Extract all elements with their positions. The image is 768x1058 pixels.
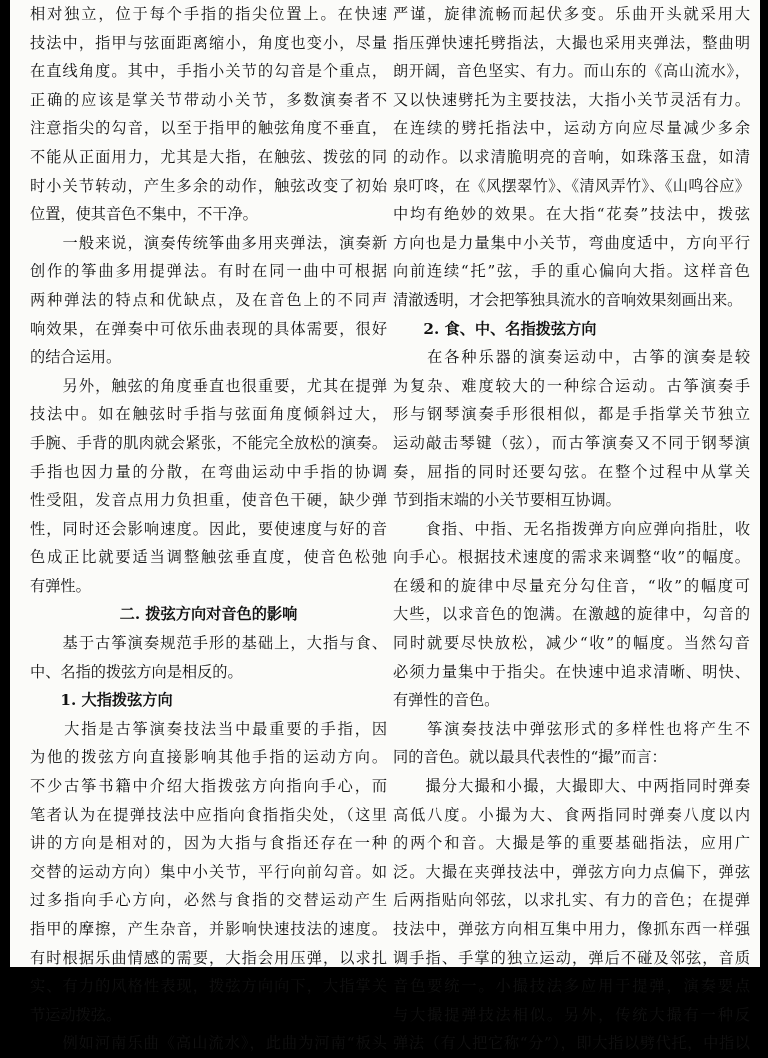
text-line: 一般来说，演奏传统筝曲多用夹弹法，演奏新 <box>30 233 387 252</box>
text-line: 技法中，指甲与弦面距离缩小，角度也变小，尽量 <box>30 33 387 52</box>
text-line: 调手指、手掌的独立运动，弹后不碰及邻弦，音质 <box>393 948 750 967</box>
text-line: 撮分大撮和小撮，大撮即大、中两指同时弹奏 <box>393 777 750 796</box>
text-line: 向手心。根据技术速度的需求来调整“收”的幅度。 <box>393 548 750 567</box>
text-line: 的两个和音。大撮是筝的重要基础指法，应用广 <box>393 834 750 853</box>
text-line: 节运动拨弦。 <box>30 1005 122 1024</box>
text-line: 为他的拨弦方向直接影响其他手指的运动方向。 <box>30 748 387 767</box>
section-heading: 二. 拨弦方向对音色的影响 <box>119 605 298 624</box>
document-page <box>10 0 760 1053</box>
text-line: 技法中，弹弦方向相互集中用力，像抓东西一样强 <box>393 920 750 938</box>
text-line: 有弹性的音色。 <box>393 691 500 710</box>
text-line: 不能从正面用力，尤其是大指，在触弦、拨弦的同 <box>30 147 387 166</box>
subsection-heading: 1. 大指拨弦方向 <box>30 691 173 710</box>
text-line: 指甲的摩擦，产生杂音，并影响快速技法的速度。 <box>30 920 387 938</box>
text-line: 笔者认为在提弹技法中应指向食指指尖处，（这里 <box>30 805 387 824</box>
text-line: 有弹性。 <box>30 576 91 595</box>
text-line: 过多指向手心方向，必然与食指的交替运动产生 <box>30 891 387 910</box>
subsection-heading: 2. 食、中、名指拨弦方向 <box>393 319 597 338</box>
text-line: 性受阻，发音点用力负担重，使音色干硬，缺少弹 <box>30 491 387 510</box>
text-line: 技法中。如在触弦时手指与弦面角度倾斜过大， <box>30 405 387 424</box>
text-line: 中、名指的拨弦方向是相反的。 <box>30 662 243 681</box>
text-line: 在缓和的旋律中尽量充分勾住音，“收”的幅度可 <box>393 576 750 595</box>
text-line: 创作的筝曲多用提弹法。有时在同一曲中可根据 <box>30 262 387 281</box>
text-line: 有时根据乐曲情感的需要，大指会用压弹，以求扎 <box>30 948 387 967</box>
text-line: 食指、中指、无名指拨弹方向应弹向指肚，收 <box>393 519 750 538</box>
text-line: 弹法（有人把它称“分”），即大指以劈代托，中指以 <box>393 1034 750 1053</box>
left-text-column <box>30 0 387 1053</box>
text-line: 同的音色。就以最具代表性的“撮”而言： <box>393 748 667 767</box>
text-line: 响效果，在弹奏中可依乐曲表现的具体需要，很好 <box>30 319 387 338</box>
right-text-column <box>393 0 750 1053</box>
text-line: 朗开阔，音色坚实、有力。而山东的《高山流水》， <box>393 62 750 81</box>
text-line: 泉叮咚，在《风摆翠竹》、《清风弄竹》、《山鸣谷应》 <box>393 176 750 195</box>
text-line: 在直线角度。其中，手指小关节的勾音是个重点， <box>30 62 387 81</box>
text-line: 位置，使其音色不集中，不干净。 <box>30 205 258 224</box>
text-line: 必须力量集中于指尖。在快速中追求清晰、明快、 <box>393 662 750 681</box>
text-line: 例如河南乐曲《高山流水》，此曲为河南“板头 <box>30 1034 387 1053</box>
text-line: 的结合运用。 <box>30 348 122 367</box>
text-line: 色成正比就要适当调整触弦垂直度，使音色松弛 <box>30 548 387 567</box>
text-line: 在各种乐器的演奏运动中，古筝的演奏是较 <box>393 348 750 367</box>
text-line: 同时就要尽快放松，减少“收”的幅度。当然勾音 <box>393 634 750 653</box>
text-line: 不少古筝书籍中介绍大指拨弦方向指向手心，而 <box>30 777 387 796</box>
text-line: 奏，屈指的同时还要勾弦。在整个过程中从掌关 <box>393 462 750 481</box>
text-line: 时小关节转动，产生多余的动作，触弦改变了初始 <box>30 176 387 195</box>
text-line: 性，同时还会影响速度。因此，要使速度与好的音 <box>30 519 387 538</box>
text-line: 两种弹法的特点和优缺点，及在音色上的不同声 <box>30 290 387 309</box>
text-line: 基于古筝演奏规范手形的基础上，大指与食、 <box>30 634 387 653</box>
text-line: 筝演奏技法中弹弦形式的多样性也将产生不 <box>393 719 750 738</box>
text-line: 讲的方向是相对的，因为大指与食指还存在一种 <box>30 834 387 853</box>
text-line: 为复杂、难度较大的一种综合运动。古筝演奏手 <box>393 376 750 395</box>
text-line: 严谨，旋律流畅而起伏多变。乐曲开头就采用大 <box>393 5 750 23</box>
text-line: 清澈透明，才会把筝独具流水的音响效果刻画出来。 <box>393 290 743 309</box>
text-line: 手指也因力量的分散，在弯曲运动中手指的协调 <box>30 462 387 481</box>
text-line: 的动作。以求清脆明亮的音响，如珠落玉盘，如清 <box>393 147 750 166</box>
text-line: 正确的应该是掌关节带动小关节，多数演奏者不 <box>30 90 387 109</box>
text-line: 高低八度。小撮为大、食两指同时弹奏八度以内 <box>393 805 750 824</box>
text-line: 音色要统一。小撮技法多应用于提弹，演奏要点 <box>393 977 750 996</box>
text-line: 泛。大撮在夹弹技法中，弹弦方向力点偏下，弹弦 <box>393 862 750 881</box>
text-line: 中均有绝妙的效果。在大指“花奏”技法中，拨弦 <box>393 205 750 224</box>
text-line: 运动敲击琴键（弦），而古筝演奏又不同于钢琴演 <box>393 433 750 452</box>
text-line: 后两指贴向邻弦，以求扎实、有力的音色；在提弹 <box>393 891 750 910</box>
text-line: 在连续的劈托指法中，运动方向应尽量减少多余 <box>393 119 750 138</box>
text-line: 相对独立，位于每个手指的指尖位置上。在快速 <box>30 5 387 23</box>
text-line: 实、有力的风格性表现，拨弦方向向下，大指掌关 <box>30 977 387 996</box>
text-line: 大指是古筝演奏技法当中最重要的手指，因 <box>30 719 387 738</box>
text-line: 指压弹快速托劈指法，大撮也采用夹弹法，整曲明 <box>393 33 750 52</box>
text-line: 方向也是力量集中小关节，弯曲度适中，方向平行 <box>393 233 750 252</box>
text-line: 节到指末端的小关节要相互协调。 <box>393 491 621 510</box>
text-line: 注意指尖的勾音，以至于指甲的触弦角度不垂直， <box>30 119 387 138</box>
text-line: 向前连续“托”弦，手的重心偏向大指。这样音色 <box>393 262 750 281</box>
text-line: 另外，触弦的角度垂直也很重要，尤其在提弹 <box>30 376 387 395</box>
text-line: 形与钢琴演奏手形很相似，都是手指掌关节独立 <box>393 405 750 424</box>
text-line: 手腕、手背的肌肉就会紧张，不能完全放松的演奏。 <box>30 433 387 452</box>
text-line: 与大撮提弹技法相似。另外，传统大撮有一种反 <box>393 1005 750 1024</box>
text-line: 又以快速劈托为主要技法，大指小关节灵活有力。 <box>393 90 750 109</box>
text-line: 大些，以求音色的饱满。在激越的旋律中，勾音的 <box>393 605 750 624</box>
text-line: 交替的运动方向）集中小关节，平行向前勾音。如 <box>30 862 387 881</box>
